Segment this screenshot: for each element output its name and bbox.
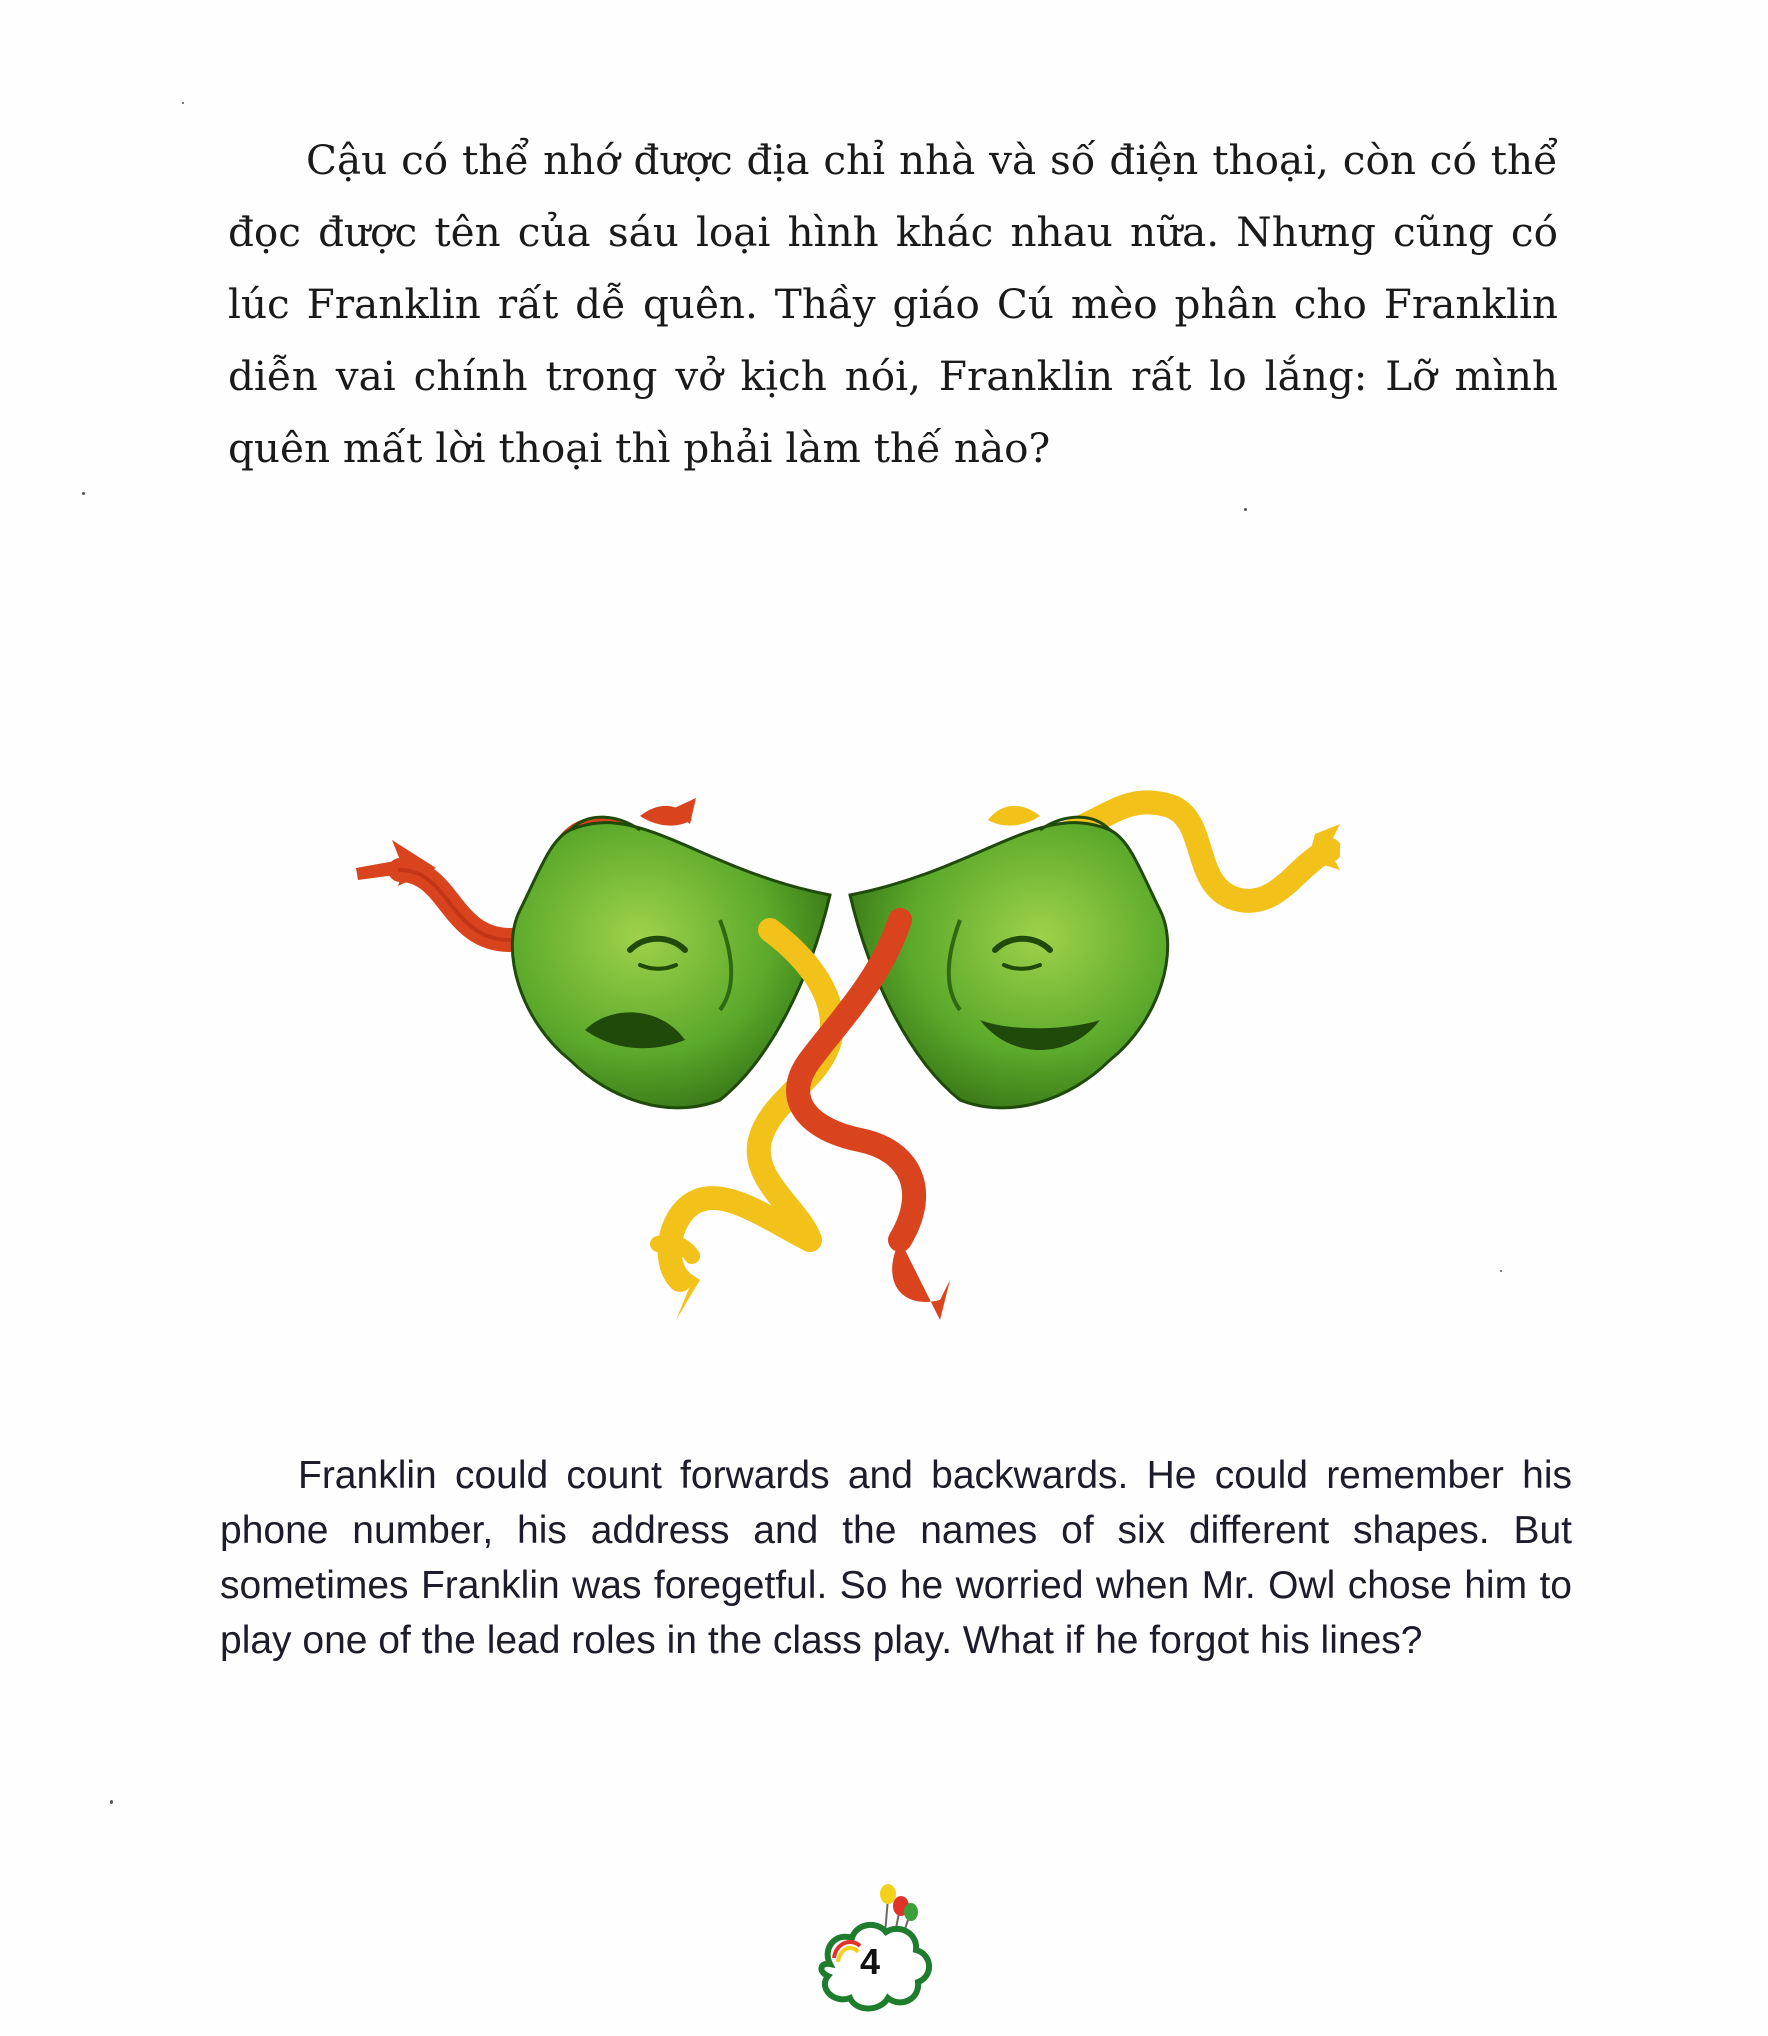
english-paragraph: Franklin could count forwards and backwards. He could remember his phone number, his address and the names of six different shapes. But sometimes Franklin was foregetful. So he worried when Mr. Owl chose him to play one of the lead roles in the class play. What if he forgot his lines? xyxy=(220,1454,1572,1662)
paper-speck xyxy=(82,492,85,495)
paper-speck xyxy=(1244,508,1247,511)
vietnamese-paragraph: Cậu có thể nhớ được địa chỉ nhà và số điện thoại, còn có thể đọc được tên của sáu loại hình khác nhau nữa. Nhưng cũng có lúc Franklin rất dễ quên. Thầy giáo Cú mèo phân cho Franklin diễn vai chính trong vở kịch nói, Franklin rất lo lắng: Lỡ mình quên mất lời thoại thì phải làm thế nào? xyxy=(228,136,1558,472)
paper-speck xyxy=(1500,1270,1502,1272)
paper-speck xyxy=(110,1800,113,1804)
paper-speck xyxy=(182,102,184,104)
page-number: 4 xyxy=(859,1941,881,1982)
theatre-masks-illustration xyxy=(340,720,1340,1360)
